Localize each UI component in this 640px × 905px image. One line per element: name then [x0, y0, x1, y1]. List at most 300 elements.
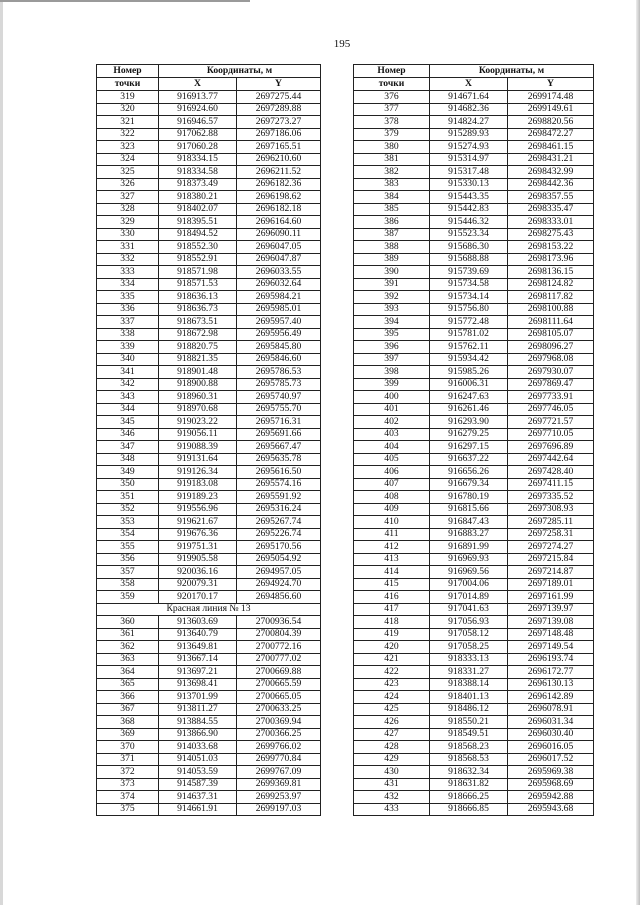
table-row [354, 591, 594, 604]
x-coordinate-cell: 915985.26 [430, 366, 508, 379]
y-coordinate-cell: 2694924.70 [237, 578, 321, 591]
table-row [354, 366, 594, 379]
table-row [354, 253, 594, 266]
coordinates-table-right [353, 64, 594, 816]
point-number-cell: 354 [97, 528, 159, 541]
x-coordinate-cell: 919676.36 [159, 528, 237, 541]
point-number-cell: 341 [97, 366, 159, 379]
point-number-cell: 327 [97, 191, 159, 204]
point-number-cell: 350 [97, 478, 159, 491]
y-coordinate-cell: 2696142.89 [508, 691, 594, 704]
y-coordinate-cell: 2698432.99 [508, 166, 594, 179]
x-coordinate-cell: 918673.51 [159, 316, 237, 329]
y-coordinate-cell: 2697308.93 [508, 503, 594, 516]
x-coordinate-cell: 916279.25 [430, 428, 508, 441]
x-coordinate-cell: 915686.30 [430, 241, 508, 254]
y-coordinate-cell: 2697186.06 [237, 128, 321, 141]
x-coordinate-cell: 913603.69 [159, 616, 237, 629]
table-row [354, 778, 594, 791]
table-row [354, 716, 594, 729]
point-number-cell: 393 [354, 303, 430, 316]
y-coordinate-cell: 2700669.88 [237, 666, 321, 679]
y-coordinate-cell: 2695786.53 [237, 366, 321, 379]
y-coordinate-cell: 2698100.88 [508, 303, 594, 316]
y-coordinate-cell: 2695616.50 [237, 466, 321, 479]
table-row [354, 353, 594, 366]
point-number-cell: 424 [354, 691, 430, 704]
table-row [354, 216, 594, 229]
table-row [97, 416, 321, 429]
point-number-cell: 326 [97, 178, 159, 191]
x-coordinate-cell: 918568.53 [430, 753, 508, 766]
point-number-cell: 387 [354, 228, 430, 241]
point-number-cell: 371 [97, 753, 159, 766]
point-number-cell: 433 [354, 803, 430, 816]
y-coordinate-cell: 2698335.47 [508, 203, 594, 216]
point-number-cell: 428 [354, 741, 430, 754]
point-number-cell: 333 [97, 266, 159, 279]
x-column-header: X [159, 78, 237, 91]
y-coordinate-cell: 2698096.27 [508, 341, 594, 354]
table-row [97, 578, 321, 591]
x-coordinate-cell: 915934.42 [430, 353, 508, 366]
x-coordinate-cell: 918821.35 [159, 353, 237, 366]
y-coordinate-cell: 2698117.82 [508, 291, 594, 304]
y-coordinate-cell: 2698357.55 [508, 191, 594, 204]
point-number-cell: 360 [97, 616, 159, 629]
y-coordinate-cell: 2695984.21 [237, 291, 321, 304]
table-row [97, 153, 321, 166]
table-row [354, 153, 594, 166]
y-coordinate-cell: 2697428.40 [508, 466, 594, 479]
y-coordinate-cell: 2697746.05 [508, 403, 594, 416]
x-coordinate-cell: 916679.34 [430, 478, 508, 491]
x-coordinate-cell: 918900.88 [159, 378, 237, 391]
x-coordinate-cell: 913697.21 [159, 666, 237, 679]
x-coordinate-cell: 919189.23 [159, 491, 237, 504]
x-coordinate-cell: 918486.12 [430, 703, 508, 716]
point-number-cell: 407 [354, 478, 430, 491]
point-number-cell: 382 [354, 166, 430, 179]
x-coordinate-cell: 920170.17 [159, 591, 237, 604]
x-coordinate-cell: 914661.91 [159, 803, 237, 816]
x-coordinate-cell: 916780.19 [430, 491, 508, 504]
table-row [97, 628, 321, 641]
y-coordinate-cell: 2696033.55 [237, 266, 321, 279]
y-coordinate-cell: 2699149.61 [508, 103, 594, 116]
table-row [354, 766, 594, 779]
coordinates-table-left [96, 64, 321, 816]
point-number-cell: 399 [354, 378, 430, 391]
table-row [354, 178, 594, 191]
table-row [354, 428, 594, 441]
x-coordinate-cell: 913667.14 [159, 653, 237, 666]
point-number-cell: 432 [354, 791, 430, 804]
point-number-subheader: точки [97, 78, 159, 91]
y-coordinate-cell: 2698111.64 [508, 316, 594, 329]
y-coordinate-cell: 2695846.60 [237, 353, 321, 366]
x-coordinate-cell: 917058.12 [430, 628, 508, 641]
table-row [354, 141, 594, 154]
y-coordinate-cell: 2698472.27 [508, 128, 594, 141]
x-coordinate-cell: 916969.56 [430, 566, 508, 579]
x-coordinate-cell: 913866.90 [159, 728, 237, 741]
point-number-cell: 372 [97, 766, 159, 779]
point-number-cell: 329 [97, 216, 159, 229]
point-number-cell: 400 [354, 391, 430, 404]
table-row [97, 253, 321, 266]
y-coordinate-cell: 2695943.68 [508, 803, 594, 816]
point-number-cell: 419 [354, 628, 430, 641]
x-coordinate-cell: 913640.79 [159, 628, 237, 641]
table-row [354, 553, 594, 566]
table-row [97, 441, 321, 454]
table-row [97, 203, 321, 216]
x-coordinate-cell: 916293.90 [430, 416, 508, 429]
x-coordinate-cell: 919023.22 [159, 416, 237, 429]
point-number-cell: 388 [354, 241, 430, 254]
point-number-cell: 429 [354, 753, 430, 766]
y-coordinate-cell: 2696211.52 [237, 166, 321, 179]
x-coordinate-cell: 919088.39 [159, 441, 237, 454]
point-number-cell: 359 [97, 591, 159, 604]
point-number-cell: 370 [97, 741, 159, 754]
point-number-cell: 344 [97, 403, 159, 416]
y-coordinate-cell: 2698275.43 [508, 228, 594, 241]
point-number-cell: 405 [354, 453, 430, 466]
x-coordinate-cell: 916924.60 [159, 103, 237, 116]
table-row [97, 341, 321, 354]
table-row [97, 291, 321, 304]
y-coordinate-cell: 2698105.07 [508, 328, 594, 341]
y-coordinate-cell: 2700804.39 [237, 628, 321, 641]
table-row [354, 803, 594, 816]
y-coordinate-cell: 2695716.31 [237, 416, 321, 429]
y-coordinate-cell: 2697442.64 [508, 453, 594, 466]
x-coordinate-cell: 918494.52 [159, 228, 237, 241]
x-coordinate-cell: 918333.13 [430, 653, 508, 666]
table-row [354, 791, 594, 804]
table-row [97, 141, 321, 154]
point-number-cell: 366 [97, 691, 159, 704]
point-number-cell: 351 [97, 491, 159, 504]
y-coordinate-cell: 2697214.87 [508, 566, 594, 579]
x-coordinate-cell: 918666.85 [430, 803, 508, 816]
table-row [97, 753, 321, 766]
point-number-cell: 369 [97, 728, 159, 741]
table-row [354, 578, 594, 591]
table-row [354, 603, 594, 616]
point-number-cell: 332 [97, 253, 159, 266]
table-row [354, 391, 594, 404]
y-coordinate-cell: 2697930.07 [508, 366, 594, 379]
x-coordinate-cell: 915734.14 [430, 291, 508, 304]
point-number-cell: 325 [97, 166, 159, 179]
x-coordinate-cell: 917062.88 [159, 128, 237, 141]
point-number-cell: 349 [97, 466, 159, 479]
x-coordinate-cell: 920036.16 [159, 566, 237, 579]
y-coordinate-cell: 2694957.05 [237, 566, 321, 579]
point-number-cell: 426 [354, 716, 430, 729]
y-coordinate-cell: 2696031.34 [508, 716, 594, 729]
y-coordinate-cell: 2697869.47 [508, 378, 594, 391]
point-number-cell: 394 [354, 316, 430, 329]
point-number-cell: 323 [97, 141, 159, 154]
y-coordinate-cell: 2697411.15 [508, 478, 594, 491]
point-number-cell: 367 [97, 703, 159, 716]
y-coordinate-cell: 2695316.24 [237, 503, 321, 516]
point-number-cell: 355 [97, 541, 159, 554]
point-number-cell: 385 [354, 203, 430, 216]
table-row [354, 266, 594, 279]
coordinates-header: Координаты, м [159, 65, 321, 78]
x-coordinate-cell: 915442.83 [430, 203, 508, 216]
point-number-cell: 413 [354, 553, 430, 566]
point-number-cell: 383 [354, 178, 430, 191]
y-coordinate-cell: 2697285.11 [508, 516, 594, 529]
y-coordinate-cell: 2697215.84 [508, 553, 594, 566]
table-row [97, 316, 321, 329]
y-coordinate-cell: 2696130.13 [508, 678, 594, 691]
y-coordinate-cell: 2698442.36 [508, 178, 594, 191]
y-coordinate-cell: 2699253.97 [237, 791, 321, 804]
y-coordinate-cell: 2697165.51 [237, 141, 321, 154]
table-row [354, 453, 594, 466]
table-row [354, 691, 594, 704]
table-row [97, 216, 321, 229]
table-row [354, 628, 594, 641]
x-coordinate-cell: 917060.28 [159, 141, 237, 154]
x-coordinate-cell: 918631.82 [430, 778, 508, 791]
table-row [97, 453, 321, 466]
table-row [97, 328, 321, 341]
table-row [354, 616, 594, 629]
table-row [354, 728, 594, 741]
table-row [354, 116, 594, 129]
table-row [97, 166, 321, 179]
table-row [97, 778, 321, 791]
y-column-header: Y [508, 78, 594, 91]
table-row [97, 666, 321, 679]
x-coordinate-cell: 915523.34 [430, 228, 508, 241]
point-number-cell: 346 [97, 428, 159, 441]
point-number-cell: 386 [354, 216, 430, 229]
point-number-cell: 420 [354, 641, 430, 654]
point-number-cell: 342 [97, 378, 159, 391]
point-number-cell: 363 [97, 653, 159, 666]
x-coordinate-cell: 918373.49 [159, 178, 237, 191]
point-number-cell: 416 [354, 591, 430, 604]
point-number-cell: 410 [354, 516, 430, 529]
y-coordinate-cell: 2700777.02 [237, 653, 321, 666]
x-coordinate-cell: 913884.55 [159, 716, 237, 729]
table-row [97, 766, 321, 779]
x-coordinate-cell: 919131.64 [159, 453, 237, 466]
x-coordinate-cell: 918666.25 [430, 791, 508, 804]
x-coordinate-cell: 919126.34 [159, 466, 237, 479]
point-number-cell: 389 [354, 253, 430, 266]
table-row [354, 291, 594, 304]
y-coordinate-cell: 2698153.22 [508, 241, 594, 254]
x-coordinate-cell: 919183.08 [159, 478, 237, 491]
table-row [97, 116, 321, 129]
point-number-cell: 418 [354, 616, 430, 629]
table-row [97, 641, 321, 654]
x-coordinate-cell: 914033.68 [159, 741, 237, 754]
y-coordinate-cell: 2697289.88 [237, 103, 321, 116]
table-row [97, 303, 321, 316]
y-coordinate-cell: 2697710.05 [508, 428, 594, 441]
table-row [354, 316, 594, 329]
table-row [97, 728, 321, 741]
point-number-cell: 391 [354, 278, 430, 291]
y-coordinate-cell: 2699197.03 [237, 803, 321, 816]
point-number-cell: 431 [354, 778, 430, 791]
x-coordinate-cell: 918334.15 [159, 153, 237, 166]
table-row [354, 341, 594, 354]
point-number-cell: 364 [97, 666, 159, 679]
x-column-header: X [430, 78, 508, 91]
x-coordinate-cell: 918632.34 [430, 766, 508, 779]
x-coordinate-cell: 918820.75 [159, 341, 237, 354]
point-number-cell: 425 [354, 703, 430, 716]
y-coordinate-cell: 2697721.57 [508, 416, 594, 429]
y-coordinate-cell: 2697968.08 [508, 353, 594, 366]
y-coordinate-cell: 2696198.62 [237, 191, 321, 204]
point-number-cell: 423 [354, 678, 430, 691]
y-coordinate-cell: 2698820.56 [508, 116, 594, 129]
table-row [97, 278, 321, 291]
table-row [97, 591, 321, 604]
x-coordinate-cell: 915314.97 [430, 153, 508, 166]
point-number-cell: 353 [97, 516, 159, 529]
y-coordinate-cell: 2695985.01 [237, 303, 321, 316]
y-coordinate-cell: 2699766.02 [237, 741, 321, 754]
x-coordinate-cell: 916891.99 [430, 541, 508, 554]
point-number-cell: 409 [354, 503, 430, 516]
point-number-cell: 338 [97, 328, 159, 341]
point-number-cell: 352 [97, 503, 159, 516]
y-coordinate-cell: 2700369.94 [237, 716, 321, 729]
table-row [97, 491, 321, 504]
table-row [97, 541, 321, 554]
table-row [97, 91, 321, 104]
x-coordinate-cell: 919751.31 [159, 541, 237, 554]
table-row [97, 428, 321, 441]
y-coordinate-cell: 2697161.99 [508, 591, 594, 604]
x-coordinate-cell: 916847.43 [430, 516, 508, 529]
x-coordinate-cell: 914671.64 [430, 91, 508, 104]
point-number-cell: 322 [97, 128, 159, 141]
point-number-cell: 402 [354, 416, 430, 429]
table-row [97, 691, 321, 704]
point-number-cell: 397 [354, 353, 430, 366]
x-coordinate-cell: 916815.66 [430, 503, 508, 516]
y-coordinate-cell: 2695968.69 [508, 778, 594, 791]
x-coordinate-cell: 918550.21 [430, 716, 508, 729]
table-row [97, 716, 321, 729]
point-number-cell: 378 [354, 116, 430, 129]
y-coordinate-cell: 2696182.18 [237, 203, 321, 216]
point-number-cell: 337 [97, 316, 159, 329]
table-row [354, 678, 594, 691]
point-number-cell: 334 [97, 278, 159, 291]
x-coordinate-cell: 914824.27 [430, 116, 508, 129]
table-row [97, 266, 321, 279]
table-row [97, 553, 321, 566]
table-row [354, 516, 594, 529]
point-number-cell: 335 [97, 291, 159, 304]
point-number-cell: 373 [97, 778, 159, 791]
y-coordinate-cell: 2698431.21 [508, 153, 594, 166]
x-coordinate-cell: 918549.51 [430, 728, 508, 741]
point-number-cell: 411 [354, 528, 430, 541]
x-coordinate-cell: 916883.27 [430, 528, 508, 541]
y-coordinate-cell: 2695755.70 [237, 403, 321, 416]
point-number-header: Номер [354, 65, 430, 78]
x-coordinate-cell: 916969.93 [430, 553, 508, 566]
point-number-cell: 343 [97, 391, 159, 404]
y-coordinate-cell: 2695267.74 [237, 516, 321, 529]
coordinates-header: Координаты, м [430, 65, 594, 78]
table-row [97, 366, 321, 379]
x-coordinate-cell: 914682.36 [430, 103, 508, 116]
table-row [354, 753, 594, 766]
x-coordinate-cell: 916297.15 [430, 441, 508, 454]
point-number-cell: 361 [97, 628, 159, 641]
x-coordinate-cell: 917056.93 [430, 616, 508, 629]
x-coordinate-cell: 918334.58 [159, 166, 237, 179]
table-row [97, 503, 321, 516]
table-row [97, 353, 321, 366]
table-row [354, 91, 594, 104]
x-coordinate-cell: 918552.30 [159, 241, 237, 254]
table-row [354, 228, 594, 241]
section-title: Красная линия № 13 [97, 603, 321, 616]
table-row [354, 128, 594, 141]
x-coordinate-cell: 918568.23 [430, 741, 508, 754]
y-coordinate-cell: 2698173.96 [508, 253, 594, 266]
point-number-cell: 395 [354, 328, 430, 341]
y-coordinate-cell: 2699369.81 [237, 778, 321, 791]
y-coordinate-cell: 2695574.16 [237, 478, 321, 491]
table-row [354, 241, 594, 254]
point-number-cell: 403 [354, 428, 430, 441]
x-coordinate-cell: 916006.31 [430, 378, 508, 391]
table-row [97, 403, 321, 416]
left-table-body-continued [97, 616, 321, 816]
table-row [354, 478, 594, 491]
table-row [97, 516, 321, 529]
x-coordinate-cell: 918552.91 [159, 253, 237, 266]
y-coordinate-cell: 2696193.74 [508, 653, 594, 666]
point-number-cell: 375 [97, 803, 159, 816]
point-number-cell: 408 [354, 491, 430, 504]
section-row-group [97, 603, 321, 616]
table-row [354, 416, 594, 429]
page-number: 195 [333, 38, 351, 50]
point-number-cell: 421 [354, 653, 430, 666]
point-number-cell: 356 [97, 553, 159, 566]
table-row [354, 566, 594, 579]
y-coordinate-cell: 2700665.05 [237, 691, 321, 704]
x-coordinate-cell: 915734.58 [430, 278, 508, 291]
y-coordinate-cell: 2695740.97 [237, 391, 321, 404]
point-number-cell: 380 [354, 141, 430, 154]
point-number-cell: 320 [97, 103, 159, 116]
y-coordinate-cell: 2699770.84 [237, 753, 321, 766]
x-coordinate-cell: 914051.03 [159, 753, 237, 766]
